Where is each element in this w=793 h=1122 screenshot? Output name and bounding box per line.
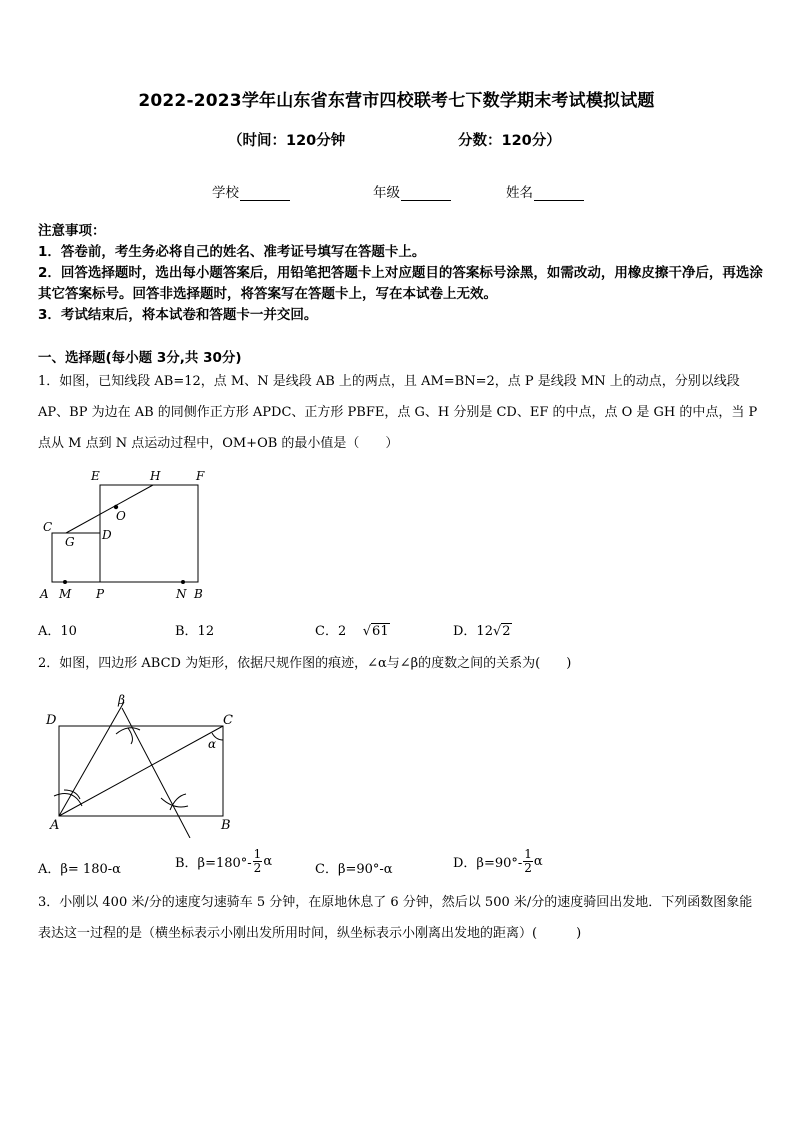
square-pbfe <box>100 485 198 582</box>
q2-option-d-prefix: D．β=90°- <box>453 856 523 871</box>
q2-option-d-alpha: α <box>533 854 543 869</box>
point-n <box>181 580 185 584</box>
q1-option-d-radicand: 2 <box>502 624 511 639</box>
point-m <box>63 580 67 584</box>
label-b: B <box>221 818 231 833</box>
school-blank[interactable] <box>240 200 290 201</box>
label-a: A <box>40 587 49 601</box>
label-n: N <box>176 587 187 601</box>
question-1-figure <box>36 464 226 602</box>
label-b: B <box>194 587 203 601</box>
note-item: 3．考试结束后，将本试卷和答题卡一并交回。 <box>38 307 318 323</box>
exam-score: 分数：120分） <box>458 133 561 149</box>
q1-option-d-coef: D．12 <box>453 624 493 639</box>
q2-option-b-prefix: B．β=180°- <box>175 856 252 871</box>
label-d: D <box>102 528 112 542</box>
q1-option-d[interactable]: D．12√2 <box>453 624 511 639</box>
label-m: M <box>59 587 72 601</box>
segment-gh <box>66 485 153 533</box>
q2-option-a[interactable]: A．β= 180-α <box>38 862 121 877</box>
q2-option-d-fraction: $\frac{1}{2}$ <box>524 847 532 875</box>
label-e: E <box>91 469 100 483</box>
label-a: A <box>50 818 60 833</box>
label-alpha: α <box>208 737 217 751</box>
q1-option-c-radicand: 61 <box>372 624 389 639</box>
diagonal-ac <box>59 726 223 816</box>
note-item: 2．回答选择题时，选出每小题答案后，用铅笔把答题卡上对应题目的答案标号涂黑，如需改动，用橡皮擦干净后，再选涂其它答案标号。回答非选择题时，将答案写在答题卡上，写在本试卷上无效。 <box>38 265 763 302</box>
label-p: P <box>96 587 105 601</box>
label-d: D <box>46 713 57 728</box>
label-h: H <box>150 469 161 483</box>
grade-field[interactable] <box>373 181 451 201</box>
label-f: F <box>196 469 205 483</box>
q2-option-b[interactable] <box>175 848 272 875</box>
q1-option-b[interactable]: B．12 <box>175 624 215 639</box>
q2-option-b-fraction: $\frac{1}{2}$ <box>253 847 262 875</box>
q2-option-d[interactable] <box>453 848 543 875</box>
q2-option-c[interactable]: C．β=90°-α <box>315 862 393 877</box>
q2-option-b-alpha: α <box>263 854 273 869</box>
arc-mid2 <box>128 728 132 744</box>
question-1-text: 1．如图，已知线段 AB=12，点 M、N 是线段 AB 上的两点，且 AM=BN=2，点 P 是线段 MN 上的动点，分别以线段 AP、BP 为边在 AB 的同侧作正方形 APDC、正方形 PBFE，点 G、H 分别是 CD、EF 的中点，点 O 是 GH 的中点，当 P 点从 M 点到 N 点运动过程中，OM+OB 的最小值是（ ） <box>38 374 758 451</box>
question-3-text: 3．小刚以 400 米/分的速度匀速骑车 5 分钟，在原地休息了 6 分钟，然后以 500 米/分的速度骑回出发地．下列函数图象能表达这一过程的是（横坐标表示小刚出发所用时间，纵坐标表示小刚离出发地的距离）( ) <box>38 895 753 941</box>
grade-blank[interactable] <box>401 200 451 201</box>
school-label: 学校 <box>212 185 239 201</box>
label-beta: β <box>118 693 125 707</box>
name-blank[interactable] <box>534 200 584 201</box>
arc-low2 <box>170 794 186 810</box>
school-field[interactable] <box>212 181 290 201</box>
notes-block <box>38 221 763 326</box>
label-c: C <box>43 520 53 534</box>
q1-option-c-coef: C．2 <box>315 624 347 639</box>
q1-option-c[interactable]: C．2 √61 <box>315 624 389 639</box>
label-g: G <box>65 535 75 549</box>
grade-label: 年级 <box>373 185 400 201</box>
name-field[interactable] <box>506 181 584 201</box>
name-label: 姓名 <box>506 185 533 201</box>
square-apdc <box>52 533 100 582</box>
exam-title: 2022-2023学年山东省东营市四校联考七下数学期末考试模拟试题 <box>138 91 655 111</box>
label-c: C <box>223 713 233 728</box>
exam-time: （时间：120分钟 <box>228 133 346 149</box>
notes-heading: 注意事项： <box>38 223 106 239</box>
angle-bisector-ray <box>59 702 124 816</box>
arc-a2 <box>64 790 80 799</box>
question-2-text: 2．如图，四边形 ABCD 为矩形，依据尺规作图的痕迹，∠α与∠β的度数之间的关系为( ) <box>38 656 572 671</box>
q1-option-a[interactable]: A．10 <box>38 624 77 639</box>
label-o: O <box>116 509 126 523</box>
section-title: 一、选择题(每小题 3分,共 30分) <box>38 350 242 366</box>
question-2-figure <box>36 688 246 838</box>
note-item: 1．答卷前，考生务必将自己的姓名、准考证号填写在答题卡上。 <box>38 244 426 260</box>
